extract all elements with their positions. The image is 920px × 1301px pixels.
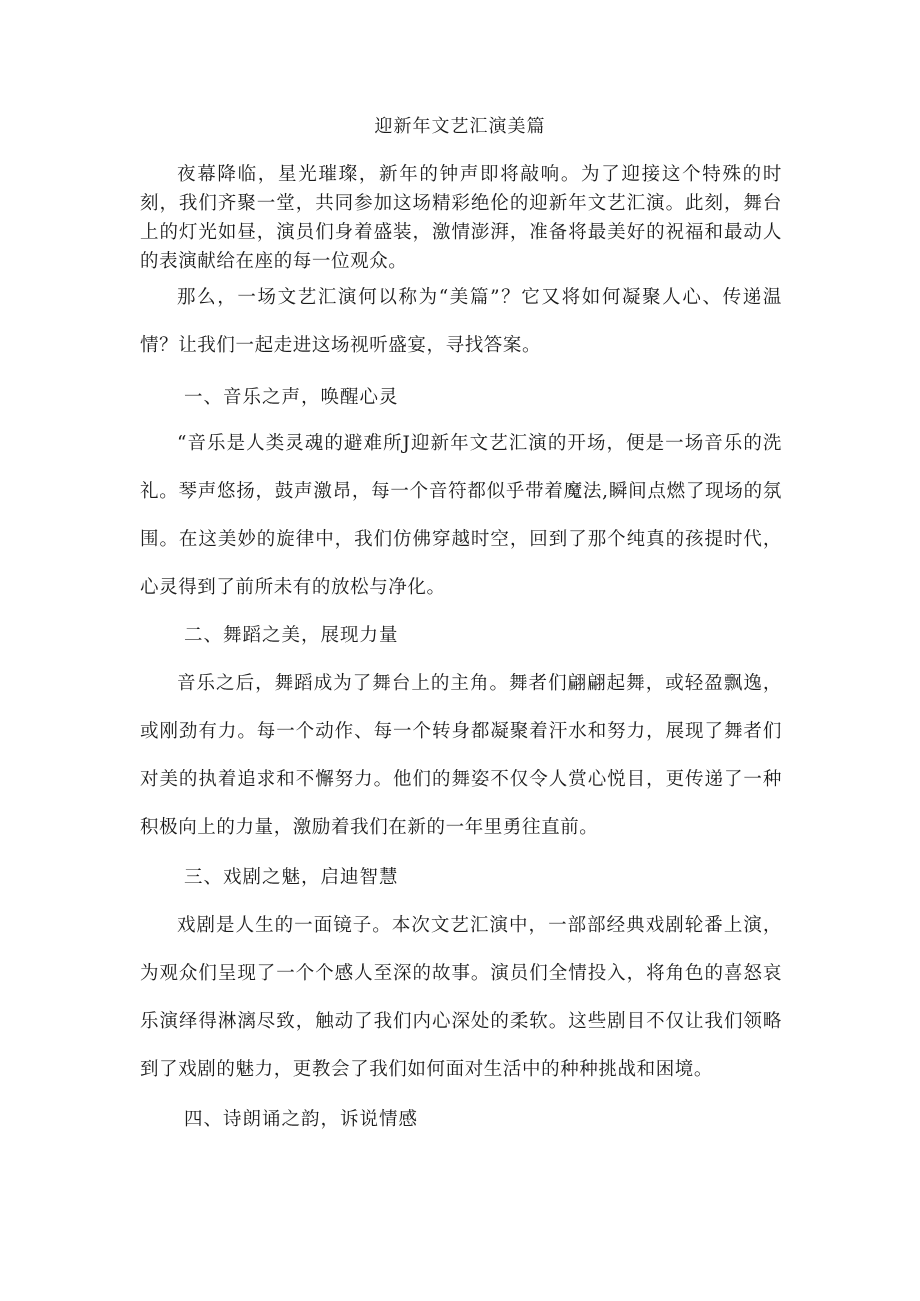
section-heading-drama: 三、戏剧之魅，启迪智慧 bbox=[184, 867, 399, 888]
section-body-drama: 戏剧是人生的一面镜子。本次文艺汇演中，一部部经典戏剧轮番上演，为观众们呈现了一个个感人至深的故事。演员们全情投入，将角色的喜怒哀乐演绎得淋漓尽致，触动了我们内心深处的柔软。这些剧目不仅让我们领略到了戏剧的魅力，更教会了我们如何面对生活中的种种挑战和困境。 bbox=[140, 915, 782, 1080]
intro-paragraph-1: 夜幕降临，星光璀璨，新年的钟声即将敲响。为了迎接这个特殊的时刻，我们齐聚一堂，共同参加这场精彩绝伦的迎新年文艺汇演。此刻，舞台上的灯光如昼，演员们身着盛装，激情澎湃，准备将最美好的祝福和最动人的表演献给在座的每一位观众。 bbox=[140, 164, 782, 272]
section-heading-music: 一、音乐之声，唤醒心灵 bbox=[184, 387, 399, 408]
document-title: 迎新年文艺汇演美篇 bbox=[374, 116, 546, 137]
section-heading-dance: 二、舞蹈之美，展现力量 bbox=[184, 625, 399, 646]
intro-paragraph-2: 那么，一场文艺汇演何以称为“美篇”？它又将如何凝聚人心、传递温情？让我们一起走进这场视听盛宴，寻找答案。 bbox=[140, 287, 782, 356]
section-body-music: “音乐是人类灵魂的避难所J迎新年文艺汇演的开场，便是一场音乐的洗礼。琴声悠扬，鼓声激昂，每一个音符都似乎带着魔法,瞬间点燃了现场的氛围。在这美妙的旋律中，我们仿佛穿越时空，回到了那个纯真的孩提时代，心灵得到了前所未有的放松与净化。 bbox=[140, 433, 782, 598]
section-body-dance: 音乐之后，舞蹈成为了舞台上的主角。舞者们翩翩起舞，或轻盈飘逸，或刚劲有力。每一个动作、每一个转身都凝聚着汗水和努力，展现了舞者们对美的执着追求和不懈努力。他们的舞姿不仅令人赏心悦目，更传递了一种积极向上的力量，激励着我们在新的一年里勇往直前。 bbox=[140, 673, 782, 838]
section-heading-poetry: 四、诗朗诵之韵，诉说情感 bbox=[184, 1109, 419, 1130]
